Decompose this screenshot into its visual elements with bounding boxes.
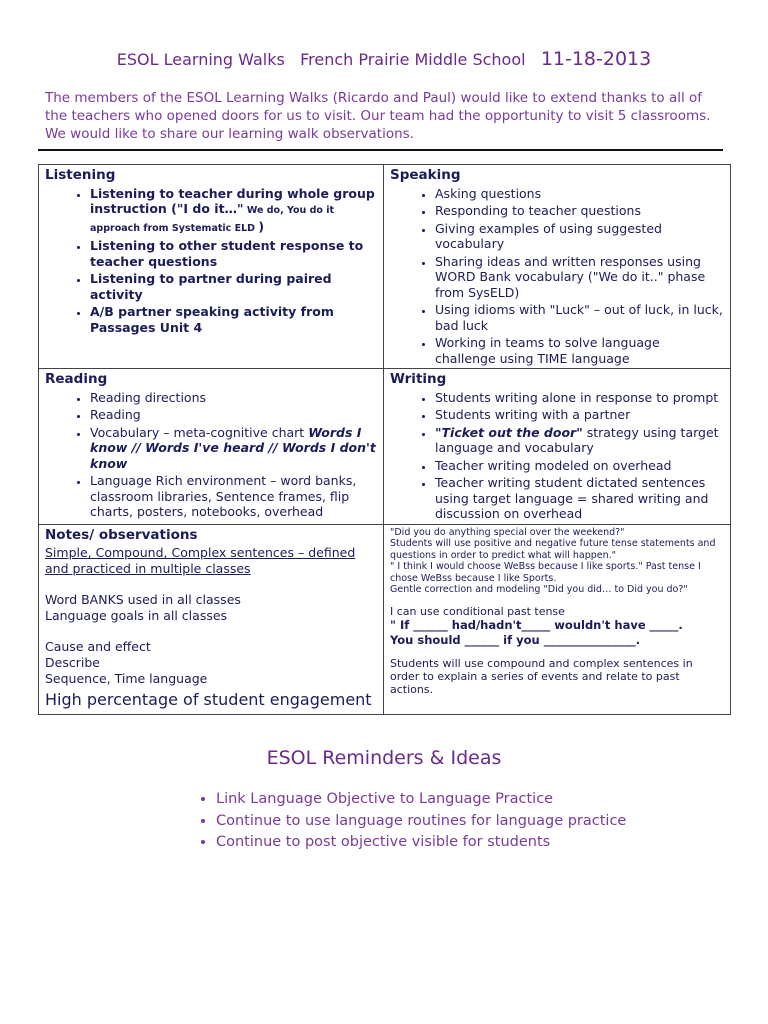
notes-underlined: Simple, Compound, Complex sentences – defined and practiced in multiple classes (45, 545, 356, 576)
notes-line: Word BANKS used in all classes (45, 592, 241, 607)
reading-list (45, 390, 377, 520)
observations-table (38, 164, 731, 715)
reading-item-text: Vocabulary – meta-cognitive chart (90, 424, 309, 440)
engagement-note: High percentage of student engagement (45, 690, 372, 709)
list-item: • Using idioms with "Luck" – out of luck, in luck, bad luck (435, 302, 724, 333)
notes-line: Sequence, Time language (45, 671, 208, 686)
list-item: • Link Language Objective to Language Practice (216, 789, 626, 811)
writing-item-text: strategy using target language and vocabulary (435, 424, 719, 455)
writing-item-emphasis: "Ticket out the door" (435, 424, 583, 440)
list-item: • Continue to post objective visible for students (216, 832, 626, 854)
reading-item-emphasis: Words I know // Words I've heard // Words I don't know (90, 424, 376, 471)
example-question: "Did you do anything special over the weekend?" (390, 526, 625, 538)
listening-item-note: We do, You do it approach from Systematic ELD (90, 205, 335, 234)
notes-cell (39, 524, 384, 714)
list-item: • Sharing ideas and written responses using WORD Bank vocabulary ("We do it.." phase from SysELD) (435, 254, 724, 301)
list-item: • Reading (90, 407, 377, 423)
sentence-frame: " If ______ had/hadn't_____ wouldn't have _____. (390, 617, 683, 632)
examples-cell (384, 524, 731, 714)
list-item: • Asking questions (435, 186, 724, 202)
notes-heading: Notes/ observations (45, 526, 198, 543)
listening-item-end: ) (258, 218, 265, 234)
notes-line: Language goals in all classes (45, 608, 228, 623)
listening-cell (39, 165, 384, 369)
title-text: ESOL Learning Walks French Prairie Middle School (116, 50, 541, 69)
list-item (90, 425, 377, 472)
document-title (0, 48, 768, 70)
list-item: • Continue to use language routines for language practice (216, 811, 626, 833)
example-line: Students will use positive and negative future tense statements and questions in order to predict what will happen." (390, 538, 716, 561)
example-line: Students will use compound and complex sentences in order to explain a series of events and relate to past actions. (390, 656, 693, 696)
list-item: • Students writing with a partner (435, 407, 724, 423)
reading-cell (39, 369, 384, 525)
writing-list (390, 390, 724, 522)
conditional-note: I can use conditional past tense (390, 604, 565, 618)
speaking-list (390, 186, 724, 367)
list-item (435, 425, 724, 456)
listening-item-text: Listening to teacher during whole group instruction ("I do it…" (90, 185, 375, 216)
list-item (90, 186, 377, 237)
list-item: • Listening to other student response to teacher questions (90, 238, 377, 269)
title-date: 11-18-2013 (540, 48, 652, 70)
list-item: • Reading directions (90, 390, 377, 406)
writing-cell (384, 369, 731, 525)
list-item: • Responding to teacher questions (435, 203, 724, 219)
list-item: • Teacher writing modeled on overhead (435, 458, 724, 474)
intro-paragraph: The members of the ESOL Learning Walks (Ricardo and Paul) would like to extend thanks to all of the teachers who opened doors for us to visit. Our team had the opportunity to visit 5 classrooms. We would like to share our learning walk observations. (45, 90, 711, 142)
list-item: • A/B partner speaking activity from Passages Unit 4 (90, 304, 377, 335)
list-item: • Teacher writing student dictated sentences using target language = shared writing and discussion on overhead (435, 475, 724, 522)
speaking-heading: Speaking (390, 167, 461, 183)
notes-line: Cause and effect (45, 639, 151, 654)
list-item: • Working in teams to solve language challenge using TIME language (435, 335, 724, 366)
example-line: " I think I would choose WeBss because I like sports." Past tense I chose WeBss because I like Sports. (390, 561, 701, 584)
list-item: • Students writing alone in response to prompt (435, 390, 724, 406)
sentence-frame: You should ______ if you ________________. (390, 632, 641, 647)
listening-list (45, 186, 377, 336)
divider (38, 149, 723, 151)
reminders-title: ESOL Reminders & Ideas (266, 747, 502, 769)
reading-heading: Reading (45, 371, 108, 387)
notes-line: Describe (45, 655, 100, 670)
example-line: Gentle correction and modeling "Did you did… to Did you do?" (390, 584, 688, 595)
listening-heading: Listening (45, 167, 116, 183)
list-item: • Giving examples of using suggested vocabulary (435, 221, 724, 252)
list-item: • Language Rich environment – word banks, classroom libraries, Sentence frames, flip charts, posters, notebooks, overhead (90, 473, 377, 520)
writing-heading: Writing (390, 371, 447, 387)
speaking-cell (384, 165, 731, 369)
list-item: • Listening to partner during paired activity (90, 271, 377, 302)
reminders-list (178, 789, 626, 854)
